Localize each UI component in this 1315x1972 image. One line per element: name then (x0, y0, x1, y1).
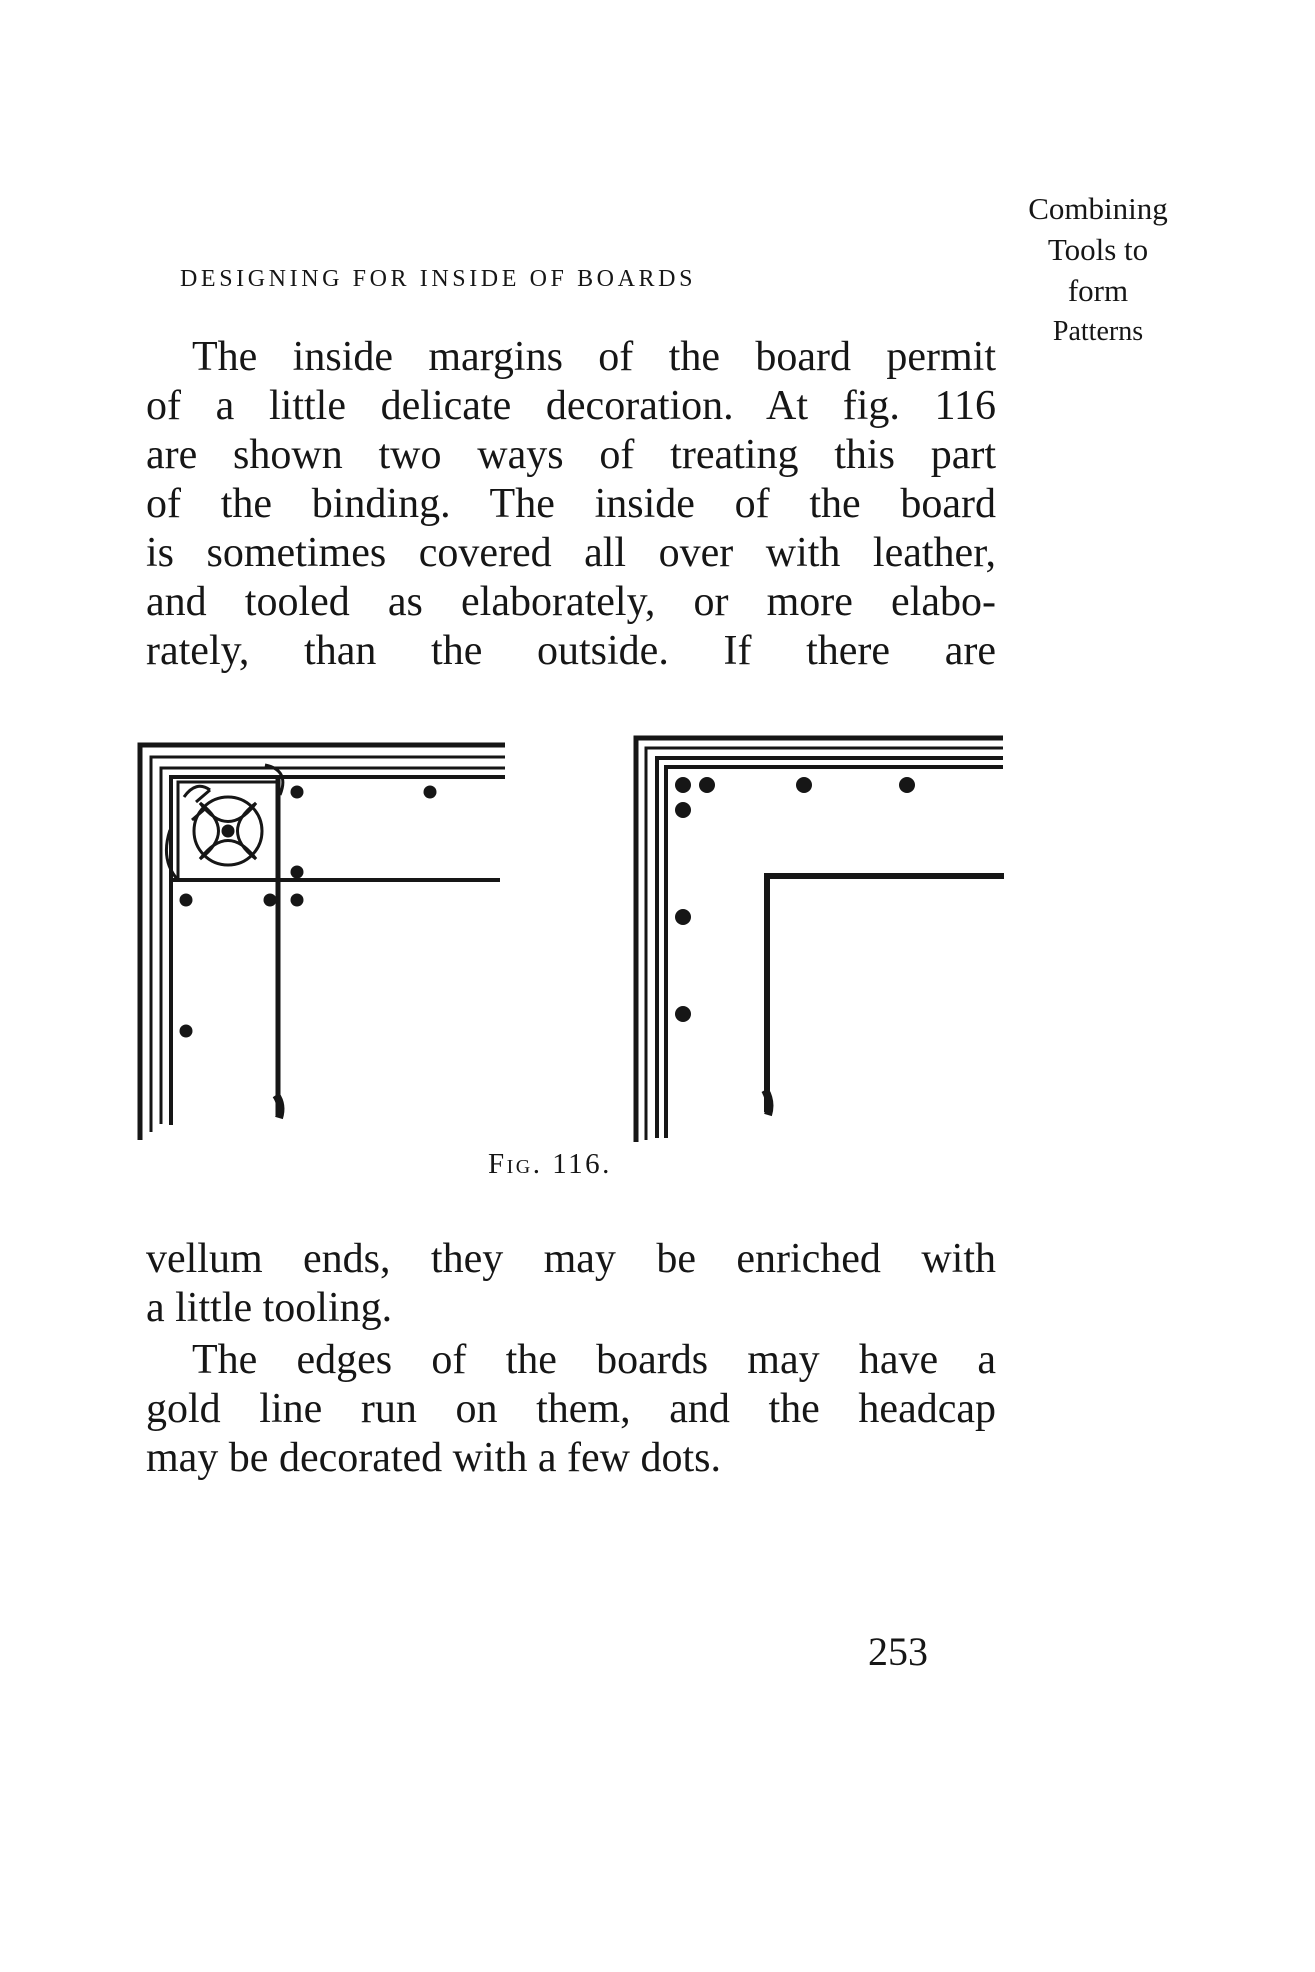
text-line: are shown two ways of treating this part (146, 432, 996, 478)
text-line: a little tooling. (146, 1285, 393, 1331)
running-heading: DESIGNING FOR INSIDE OF BOARDS (180, 266, 697, 292)
figure-right-corner (636, 738, 1004, 1142)
margin-note-line: Combining (1028, 191, 1168, 226)
text-line: The edges of the boards may have a (192, 1337, 996, 1383)
text-line: gold line run on them, and the headcap (146, 1386, 996, 1432)
text-line: of the binding. The inside of the board (146, 481, 996, 527)
text-line: is sometimes covered all over with leather, (146, 530, 996, 576)
margin-note-line: Patterns (1052, 316, 1144, 347)
paragraph-2 (146, 1235, 996, 1333)
text-line: vellum ends, they may be enriched with (146, 1236, 996, 1282)
figure-left-corner (140, 745, 505, 1140)
paragraph-3 (146, 1336, 996, 1483)
text-line: may be decorated with a few dots. (146, 1435, 721, 1481)
figure-caption: Fig. 116. (488, 1148, 612, 1180)
page-number: 253 (868, 1629, 928, 1674)
text-line: The inside margins of the board permit (192, 334, 996, 380)
text-line: rately, than the outside. If there are (146, 628, 996, 674)
figure-right-dots (675, 777, 915, 1022)
text-line: of a little delicate decoration. At fig. 116 (146, 383, 996, 429)
margin-note-line: Tools to (1047, 232, 1149, 267)
margin-note-line: form (1067, 273, 1129, 308)
text-line: and tooled as elaborately, or more elabo- (146, 579, 996, 625)
